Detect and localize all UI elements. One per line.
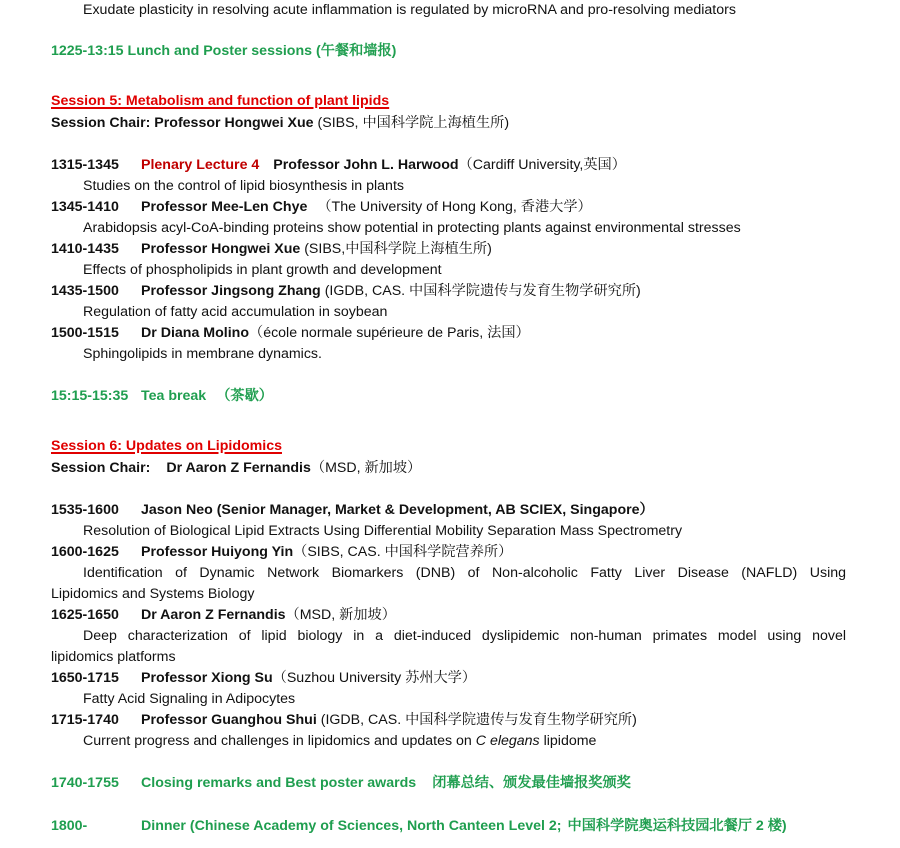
chair-label: Session Chair: bbox=[51, 460, 151, 476]
chair-name: Dr Aaron Z Fernandis bbox=[166, 460, 311, 476]
talk-affiliation: （école normale supérieure de Paris, 法国） bbox=[249, 325, 530, 341]
closing-label: Closing remarks and Best poster awards bbox=[141, 775, 417, 791]
dinner-cn: 中国科学院奥运科技园北餐厅 2 楼) bbox=[567, 818, 787, 834]
talk-title-continued: lipidomics platforms bbox=[51, 649, 176, 665]
talk-row bbox=[51, 239, 492, 259]
chair-label: Session Chair: bbox=[51, 115, 151, 131]
talk-time: 1650-1715 bbox=[51, 670, 119, 686]
tea-label: Tea break bbox=[141, 388, 207, 404]
talk-time: 1715-1740 bbox=[51, 712, 119, 728]
talk-affiliation: (IGDB, CAS. 中国科学院遗传与发育生物学研究所) bbox=[324, 283, 641, 299]
plenary-tag: Plenary Lecture 4 bbox=[141, 157, 260, 173]
talk-speaker: Professor Huiyong Yin bbox=[141, 544, 294, 560]
lunch-time: 1225-13:15 bbox=[51, 43, 124, 59]
talk-row bbox=[51, 197, 592, 217]
talk-affiliation: （Suzhou University 苏州大学） bbox=[272, 670, 477, 686]
talk-row bbox=[51, 500, 654, 520]
talk-time: 1535-1600 bbox=[51, 502, 119, 518]
tea-cn: （茶歇） bbox=[216, 388, 273, 404]
talk-title: Regulation of fatty acid accumulation in soybean bbox=[83, 304, 388, 320]
talk-speaker: Dr Diana Molino bbox=[141, 325, 249, 341]
talk-title: Resolution of Biological Lipid Extracts Using Differential Mobility Separation Mass Spectrometry bbox=[83, 523, 683, 539]
talk-title: Effects of phospholipids in plant growth and development bbox=[83, 262, 442, 278]
abstract-title: Exudate plasticity in resolving acute inflammation is regulated by microRNA and pro-resolving mediators bbox=[83, 2, 736, 18]
organism-name: C elegans bbox=[475, 733, 540, 749]
talk-title: Identification of Dynamic Network Biomarkers (DNB) of Non-alcoholic Fatty Liver Disease (NAFLD) Using bbox=[83, 565, 846, 581]
chair-affiliation: （MSD, 新加坡） bbox=[310, 460, 422, 476]
talk-speaker: Professor Xiong Su bbox=[141, 670, 273, 686]
talk-time: 1500-1515 bbox=[51, 325, 119, 341]
talk-speaker: Dr Aaron Z Fernandis bbox=[141, 607, 286, 623]
talk-title: Fatty Acid Signaling in Adipocytes bbox=[83, 691, 296, 707]
talk-affiliation: (SIBS,中国科学院上海植生所) bbox=[304, 241, 492, 257]
talk-row bbox=[51, 605, 396, 625]
talk-speaker: Professor John L. Harwood bbox=[273, 157, 459, 173]
talk-speaker: Professor Hongwei Xue bbox=[141, 241, 301, 257]
lunch-break-item bbox=[51, 41, 396, 61]
talk-title: Arabidopsis acyl-CoA-binding proteins show potential in protecting plants against environmental stresses bbox=[83, 220, 741, 236]
chair-name: Professor Hongwei Xue bbox=[154, 115, 314, 131]
talk-row bbox=[51, 542, 512, 562]
talk-speaker: Professor Guanghou Shui bbox=[141, 712, 317, 728]
lunch-cn: (午餐和墙报) bbox=[315, 43, 397, 59]
talk-time: 1315-1345 bbox=[51, 157, 119, 173]
dinner-time: 1800- bbox=[51, 818, 88, 834]
talk-row bbox=[51, 668, 476, 688]
talk-title: Deep characterization of lipid biology in a diet-induced dyslipidemic non-human primates model using novel bbox=[83, 628, 846, 644]
talk-title: Studies on the control of lipid biosynthesis in plants bbox=[83, 178, 404, 194]
closing-cn: 闭幕总结、颁发最佳墙报奖颁奖 bbox=[432, 775, 631, 791]
talk-row bbox=[51, 281, 641, 301]
lunch-label: Lunch and Poster sessions bbox=[127, 43, 313, 59]
talk-title: Sphingolipids in membrane dynamics. bbox=[83, 346, 322, 362]
tea-break-item bbox=[51, 386, 273, 406]
dinner-item bbox=[51, 816, 787, 836]
closing-time: 1740-1755 bbox=[51, 775, 119, 791]
session-6-heading: Session 6: Updates on Lipidomics bbox=[51, 438, 282, 454]
talk-title-continued: Lipidomics and Systems Biology bbox=[51, 586, 255, 602]
talk-time: 1600-1625 bbox=[51, 544, 119, 560]
dinner-label: Dinner (Chinese Academy of Sciences, North Canteen Level 2; bbox=[141, 818, 562, 834]
talk-speaker: Professor Jingsong Zhang bbox=[141, 283, 321, 299]
talk-affiliation: （Cardiff University,英国） bbox=[458, 157, 626, 173]
talk-title bbox=[83, 731, 596, 751]
talk-speaker: Professor Mee-Len Chye bbox=[141, 199, 308, 215]
chair-affiliation: (SIBS, 中国科学院上海植生所) bbox=[317, 115, 510, 131]
session-6-chair bbox=[51, 458, 421, 478]
tea-time: 15:15-15:35 bbox=[51, 388, 129, 404]
talk-affiliation: (IGDB, CAS. 中国科学院遗传与发育生物学研究所) bbox=[320, 712, 637, 728]
talk-time: 1435-1500 bbox=[51, 283, 119, 299]
talk-affiliation: （SIBS, CAS. 中国科学院营养所） bbox=[293, 544, 513, 560]
talk-row bbox=[51, 323, 530, 343]
talk-row bbox=[51, 155, 626, 175]
talk-time: 1625-1650 bbox=[51, 607, 119, 623]
session-5-chair bbox=[51, 113, 509, 133]
talk-speaker: Jason Neo (Senior Manager, Market & Development, AB SCIEX, Singapore） bbox=[141, 502, 654, 518]
talk-affiliation: （MSD, 新加坡） bbox=[285, 607, 396, 623]
session-5-heading: Session 5: Metabolism and function of plant lipids bbox=[51, 93, 390, 109]
talk-time: 1345-1410 bbox=[51, 199, 119, 215]
talk-time: 1410-1435 bbox=[51, 241, 119, 257]
talk-title-text: Current progress and challenges in lipidomics and updates on bbox=[83, 733, 476, 749]
talk-affiliation: （The University of Hong Kong, 香港大学） bbox=[317, 199, 592, 215]
talk-row bbox=[51, 710, 637, 730]
closing-item bbox=[51, 773, 631, 793]
talk-title-text: lipidome bbox=[539, 733, 597, 749]
